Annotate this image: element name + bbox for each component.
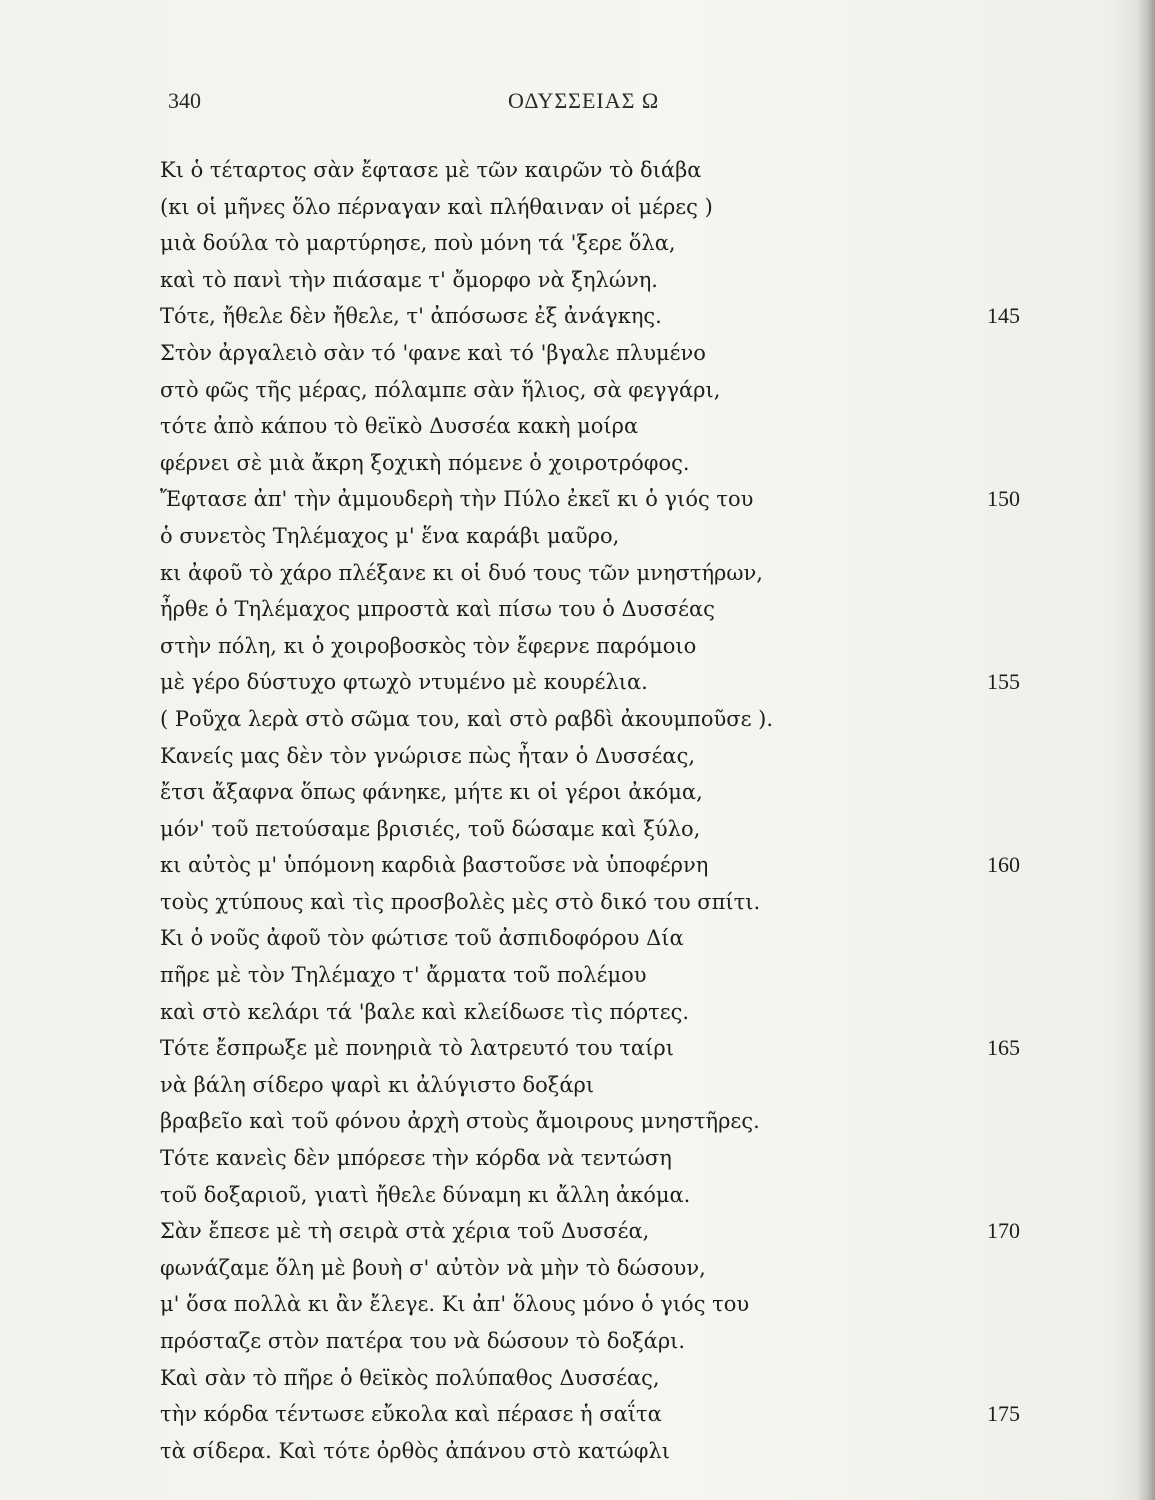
page-number: 340 — [168, 88, 201, 113]
running-title: ΟΔΥΣΣΕΙΑΣ Ω — [508, 88, 660, 113]
verse-line — [160, 1140, 1020, 1177]
verse-line — [160, 518, 1020, 555]
verse-line — [160, 774, 1020, 811]
verse-text: μ' ὅσα πολλὰ κι ἂν ἔλεγε. Κι ἀπ' ὅλους μόνο ὁ γιός του — [160, 1292, 750, 1317]
verse-line — [160, 481, 1020, 518]
verse-text: Καὶ σὰν τὸ πῆρε ὁ θεϊκὸς πολύπαθος Δυσσέας, — [160, 1365, 660, 1390]
verse-text: στὴν πόλη, κι ὁ χοιροβοσκὸς τὸν ἔφερνε παρόμοιο — [160, 633, 697, 658]
verse-line — [160, 372, 1020, 409]
verse-text: (κι οἱ μῆνες ὅλο πέρναγαν καὶ πλήθαιναν οἱ μέρες ) — [160, 194, 713, 219]
verse-line — [160, 701, 1020, 738]
verse-line — [160, 1067, 1020, 1104]
verse-line — [160, 994, 1020, 1031]
verse-line — [160, 1396, 1020, 1433]
verse-line — [160, 811, 1020, 848]
verse-text: καὶ τὸ πανὶ τὴν πιάσαμε τ' ὄμορφο νὰ ξηλώνη. — [160, 267, 658, 292]
verse-text: Ἔφτασε ἀπ' τὴν ἀμμουδερὴ τὴν Πύλο ἐκεῖ κι ὁ γιός του — [160, 487, 754, 512]
verse-line — [160, 262, 1020, 299]
verse-number: 145 — [987, 303, 1020, 329]
verse-text: βραβεῖο καὶ τοῦ φόνου ἀρχὴ στοὺς ἄμοιρους μνηστῆρες. — [160, 1109, 760, 1134]
spine-shadow — [1137, 0, 1155, 1500]
verse-text: τὴν κόρδα τέντωσε εὔκολα καὶ πέρασε ἡ σαΐτα — [160, 1402, 662, 1427]
verse-text: τὰ σίδερα. Καὶ τότε ὀρθὸς ἀπάνου στὸ κατώφλι — [160, 1438, 670, 1463]
verse-line — [160, 335, 1020, 372]
verse-number: 175 — [987, 1401, 1020, 1427]
verse-number: 160 — [987, 852, 1020, 878]
verse-line — [160, 1433, 1020, 1470]
verse-line — [160, 591, 1020, 628]
verse-line — [160, 408, 1020, 445]
verse-text: κι ἀφοῦ τὸ χάρο πλέξανε κι οἱ δυό τους τῶν μνηστήρων, — [160, 560, 763, 585]
verse-line — [160, 1286, 1020, 1323]
verse-text: Τότε ἔσπρωξε μὲ πονηριὰ τὸ λατρευτό του ταίρι — [160, 1036, 674, 1061]
verse-number: 170 — [987, 1218, 1020, 1244]
verse-text: μόν' τοῦ πετούσαμε βρισιές, τοῦ δώσαμε καὶ ξύλο, — [160, 816, 701, 841]
verse-text: τότε ἀπὸ κάπου τὸ θεϊκὸ Δυσσέα κακὴ μοίρα — [160, 414, 639, 439]
verse-text: καὶ στὸ κελάρι τά 'βαλε καὶ κλείδωσε τὶς πόρτες. — [160, 999, 690, 1024]
verse-line — [160, 1323, 1020, 1360]
verse-line — [160, 152, 1020, 189]
verse-text: κι αὐτὸς μ' ὑπόμονη καρδιὰ βαστοῦσε νὰ ὑποφέρνη — [160, 853, 709, 878]
verse-text: Κι ὁ τέταρτος σὰν ἔφτασε μὲ τῶν καιρῶν τὸ διάβα — [160, 158, 702, 182]
verse-text: Σὰν ἔπεσε μὲ τὴ σειρὰ στὰ χέρια τοῦ Δυσσέα, — [160, 1219, 650, 1244]
verse-line — [160, 1103, 1020, 1140]
verse-text: Τότε κανεὶς δὲν μπόρεσε τὴν κόρδα νὰ τεντώση — [160, 1146, 672, 1171]
verse-line — [160, 225, 1020, 262]
verse-line — [160, 1360, 1020, 1397]
verse-text: τοὺς χτύπους καὶ τὶς προσβολὲς μὲς στὸ δικό του σπίτι. — [160, 889, 761, 914]
verse-text: Τότε, ἤθελε δὲν ἤθελε, τ' ἀπόσωσε ἐξ ἀνάγκης. — [160, 304, 662, 329]
verse-text: ἦρθε ὁ Τηλέμαχος μπροστὰ καὶ πίσω του ὁ Δυσσέας — [160, 597, 715, 622]
verse-line — [160, 847, 1020, 884]
verse-line — [160, 628, 1020, 665]
verse-text: Κι ὁ νοῦς ἀφοῦ τὸν φώτισε τοῦ ἀσπιδοφόρου Δία — [160, 926, 684, 951]
verse-line — [160, 738, 1020, 775]
verse-line — [160, 555, 1020, 592]
verse-text: τοῦ δοξαριοῦ, γιατὶ ἤθελε δύναμη κι ἄλλη ἀκόμα. — [160, 1182, 691, 1207]
verse-line — [160, 1177, 1020, 1214]
verse-line — [160, 664, 1020, 701]
verse-line — [160, 298, 1020, 335]
verse-text: μὲ γέρο δύστυχο φτωχὸ ντυμένο μὲ κουρέλια. — [160, 670, 648, 695]
verse-text: στὸ φῶς τῆς μέρας, πόλαμπε σὰν ἥλιος, σὰ φεγγάρι, — [160, 377, 721, 402]
verse-text: ( Ροῦχα λερὰ στὸ σῶμα του, καὶ στὸ ραβδὶ ἀκουμποῦσε ). — [160, 706, 774, 731]
verse-number: 150 — [987, 486, 1020, 512]
verse-text: πῆρε μὲ τὸν Τηλέμαχο τ' ἄρματα τοῦ πολέμου — [160, 963, 647, 988]
verse-line — [160, 1030, 1020, 1067]
verse-text: φωνάζαμε ὅλη μὲ βουὴ σ' αὐτὸν νὰ μὴν τὸ δώσουν, — [160, 1255, 706, 1280]
verse-text: ἔτσι ἄξαφνα ὅπως φάνηκε, μήτε κι οἱ γέροι ἀκόμα, — [160, 780, 703, 805]
verse-number: 165 — [987, 1035, 1020, 1061]
verse-number: 155 — [987, 669, 1020, 695]
verse-text: φέρνει σὲ μιὰ ἄκρη ξοχικὴ πόμενε ὁ χοιροτρόφος. — [160, 450, 690, 475]
verse-text: πρόσταζε στὸν πατέρα του νὰ δώσουν τὸ δοξάρι. — [160, 1329, 686, 1353]
page-header — [168, 88, 1008, 118]
verse-line — [160, 445, 1020, 482]
verse-text: Στὸν ἀργαλειὸ σὰν τό 'φανε καὶ τό 'βγαλε πλυμένο — [160, 340, 706, 365]
verse-text: νὰ βάλη σίδερο ψαρὶ κι ἀλύγιστο δοξάρι — [160, 1072, 595, 1097]
verse-line — [160, 920, 1020, 957]
verse-text: ὁ συνετὸς Τηλέμαχος μ' ἕνα καράβι μαῦρο, — [160, 523, 620, 548]
verse-line — [160, 884, 1020, 921]
verse-line — [160, 189, 1020, 226]
verse-block — [160, 152, 1020, 1469]
verse-text: Κανείς μας δὲν τὸν γνώρισε πὼς ἦταν ὁ Δυσσέας, — [160, 743, 696, 768]
verse-line — [160, 1250, 1020, 1287]
verse-text: μιὰ δούλα τὸ μαρτύρησε, ποὺ μόνη τά 'ξερε ὅλα, — [160, 231, 676, 256]
verse-line — [160, 957, 1020, 994]
verse-line — [160, 1213, 1020, 1250]
